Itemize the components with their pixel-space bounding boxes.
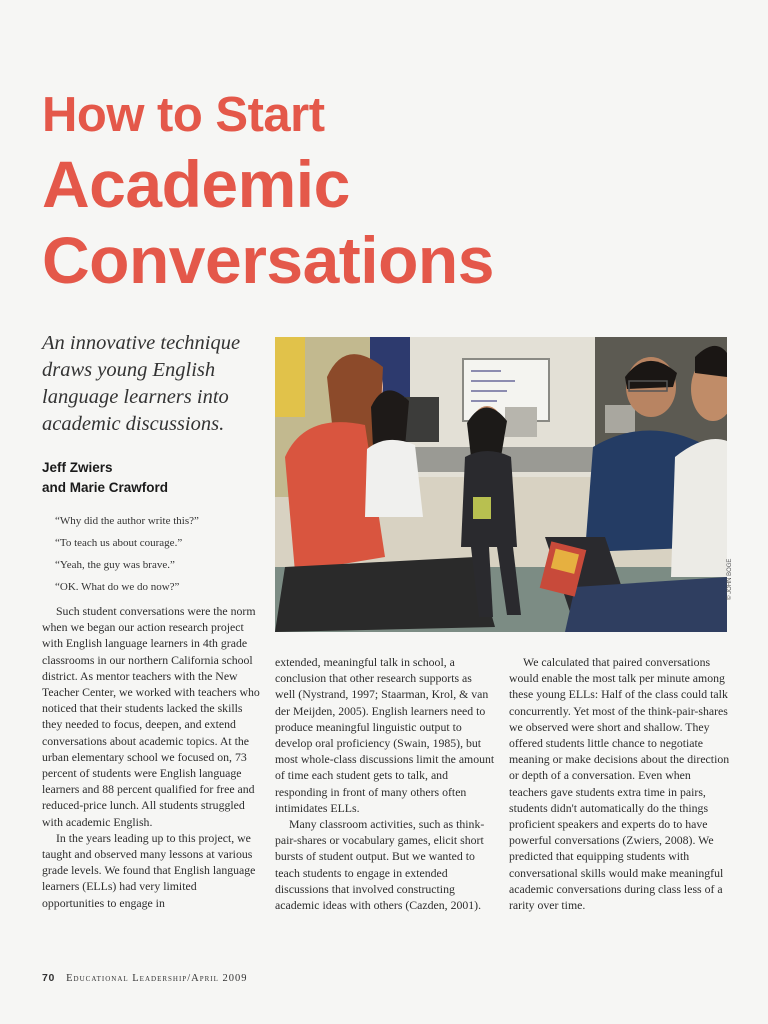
publication-name: Educational Leadership/April 2009 <box>66 973 248 984</box>
title-line-2: Academic <box>42 147 350 221</box>
body-paragraph: Many classroom activities, such as think-pair-shares or vocabulary games, elicit short bursts of student output. But we wanted to teach students to engage in extended discussions that involved constructing academic ideas with others (Cazden, 2001). <box>275 817 485 913</box>
dialogue-line: “Yeah, the guy was brave.” <box>55 559 175 571</box>
body-paragraph: We calculated that paired conversations would enable the most talk per minute among these young ELLs: Half of the class could talk concurrently. Yet most of the think-pair-shares we observed were short and shallow. They offered students little chance to negotiate meaning or make decisions about the direction or depth of a conversation. Even when teachers gave students extra time in pairs, students didn't automatically do the things proficient speakers and experts do to have powerful conversations (Zwiers, 2008). We predicted that equipping students with conversational skills would make meaningful academic conversations during class less of a rarity over time. <box>509 655 730 913</box>
body-column-2 <box>275 654 495 913</box>
title-line-3: Conversations <box>42 223 494 297</box>
body-paragraph: In the years leading up to this project, we taught and observed many lessons at various grade levels. We found that English language learners (ELLs) had very limited opportunities to engage in <box>42 830 256 910</box>
body-column-3 <box>509 654 731 913</box>
dialogue-line: “OK. What do we do now?” <box>55 581 180 593</box>
dialogue-line: “To teach us about courage.” <box>55 537 183 549</box>
article-authors <box>42 458 267 498</box>
body-paragraph: extended, meaningful talk in school, a conclusion that other research supports as well (Nystrand, 1997; Staarman, Krol, & van der Meijden, 2005). English learners need to produce meaningful linguistic output to develop oral proficiency (Swain, 1985), but most whole-class discussions limit the amount of time each student gets to talk, and responding in front of many others often intimidates ELLs. <box>275 655 495 815</box>
dialogue-line: “Why did the author write this?” <box>55 515 199 527</box>
opening-dialogue <box>55 510 270 598</box>
body-paragraph: Such student conversations were the norm when we began our action research project with English language learners in 4th grade classrooms in our northern California school district. As mentor teachers with the New Teacher Center, we worked with teachers who noticed that their students lacked the skills they needed to focus, deepen, and extend conversations about academic topics. At the urban elementary school we focused on, 73 percent of students were English language learners and 88 percent qualified for free and reduced-price lunch. All students struggled with academic English. <box>42 604 260 829</box>
article-deck: An innovative technique draws young English language learners into academic discussions. <box>42 332 241 435</box>
photo-credit: © JOHN BOGE <box>727 558 733 600</box>
classroom-photo <box>275 337 727 632</box>
author-line-1: Jeff Zwiers <box>42 460 113 475</box>
classroom-photo-illustration <box>275 337 727 632</box>
author-line-2: and Marie Crawford <box>42 480 169 495</box>
page-footer <box>42 972 247 984</box>
title-line-1: How to Start <box>42 88 325 142</box>
page-number: 70 <box>42 972 55 984</box>
body-column-1 <box>42 603 260 911</box>
article-title <box>42 84 494 298</box>
